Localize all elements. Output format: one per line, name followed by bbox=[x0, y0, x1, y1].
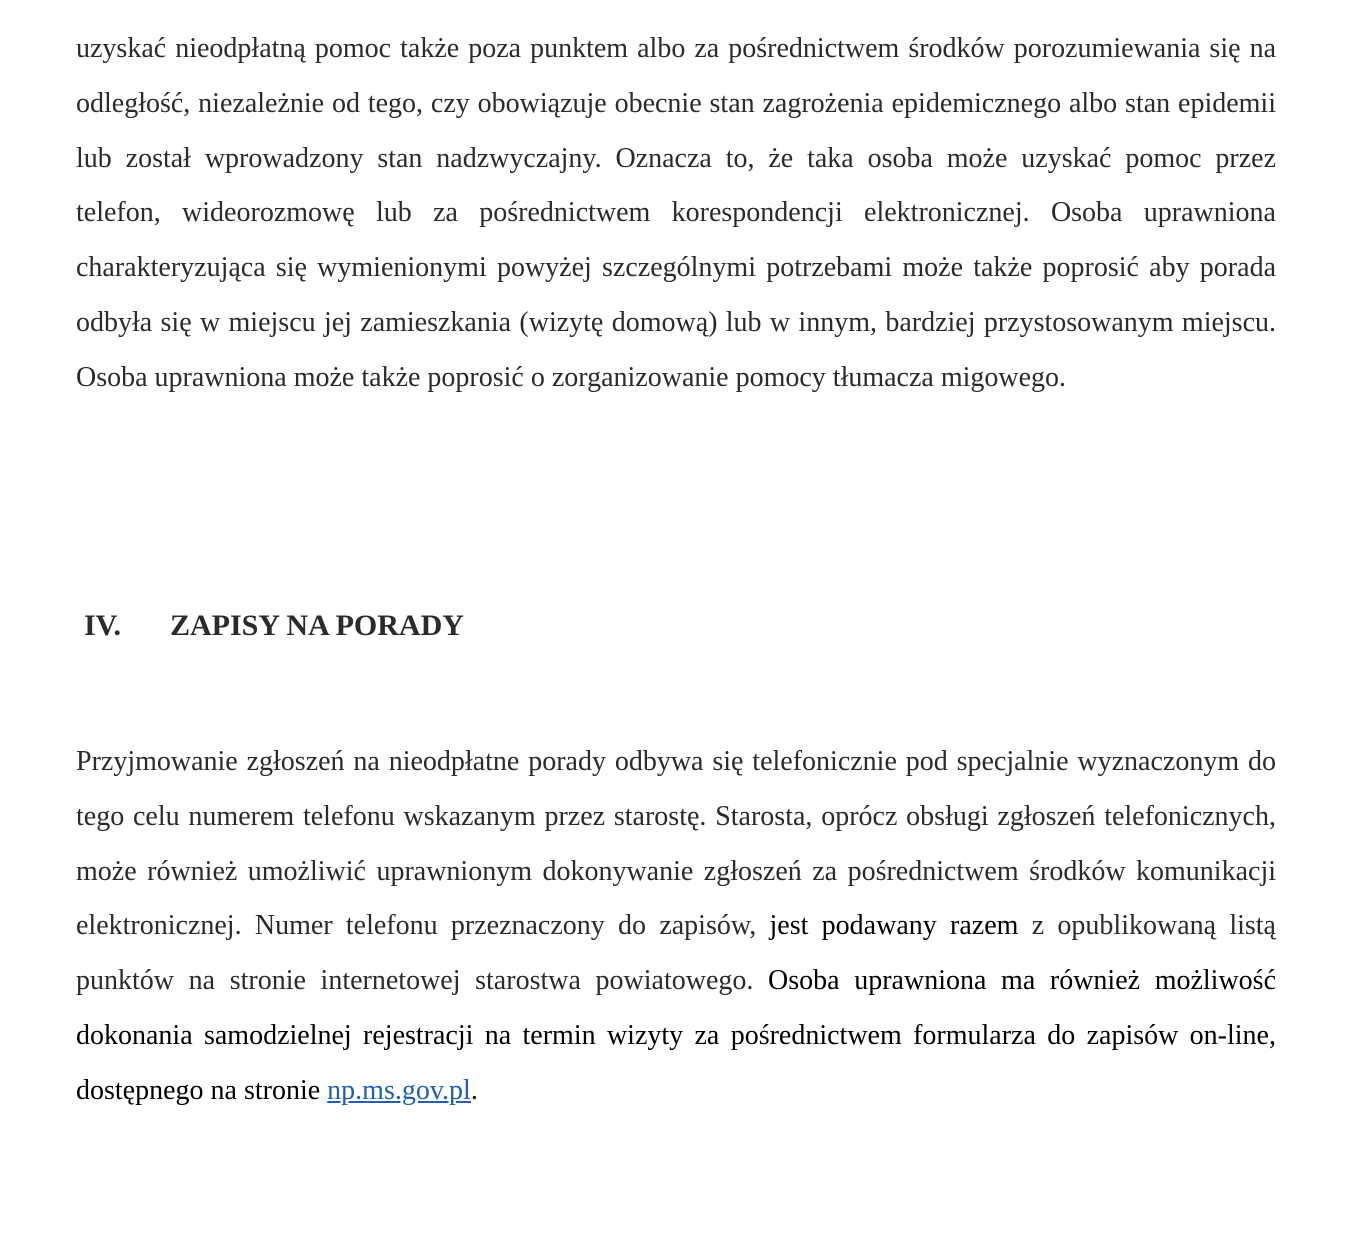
registration-text-1: Przyjmowanie zgłoszeń na nieodpłatne porady odbywa się telefonicznie pod specjalnie wyznaczonym do tego celu numerem telefonu wskazanym przez starostę. Starosta, oprócz obsługi zgłoszeń telefonicznych, może również umożliwić uprawnionym dokonywanie zgłoszeń za pośrednictwem środków komunikacji elektronicznej. Numer telefonu przeznaczony do zapisów, bbox=[76, 746, 1276, 942]
section-heading bbox=[84, 604, 464, 648]
paragraph-remote-help: uzyskać nieodpłatną pomoc także poza punktem albo za pośrednictwem środków porozumiewania się na odległość, niezależnie od tego, czy obowiązuje obecnie stan zagrożenia epidemicznego albo stan epidemii lub został wprowadzony stan nadzwyczajny. Oznacza to, że taka osoba może uzyskać pomoc przez telefon, wideorozmowę lub za pośrednictwem korespondencji elektronicznej. Osoba uprawniona charakteryzująca się wymienionymi powyżej szczególnymi potrzebami może także poprosić aby porada odbyła się w miejscu jej zamieszkania (wizytę domową) lub w innym, bardziej przystosowanym miejscu. Osoba uprawniona może także poprosić o zorganizowanie pomocy tłumacza migowego. bbox=[76, 33, 1276, 393]
document-page bbox=[76, 22, 1277, 1106]
registration-text-end: . bbox=[470, 1074, 478, 1106]
section-number: IV. bbox=[84, 609, 121, 642]
registration-text-4: Osoba uprawniona ma również możliwość dokonania samodzielnej rejestracji na termin wizyty za pośrednictwem formularza do zapisów on-line, dostępnego na stronie bbox=[76, 965, 1277, 1106]
registration-text-2: jest podawany razem bbox=[769, 910, 1019, 942]
section-title: ZAPISY NA PORADY bbox=[170, 609, 464, 642]
registration-text-3: z opublikowaną listą punktów na stronie internetowej starostwa powiatowego. bbox=[76, 910, 1276, 997]
paragraph-registration bbox=[76, 735, 1276, 1119]
np-ms-gov-link[interactable]: np.ms.gov.pl bbox=[327, 1074, 471, 1106]
